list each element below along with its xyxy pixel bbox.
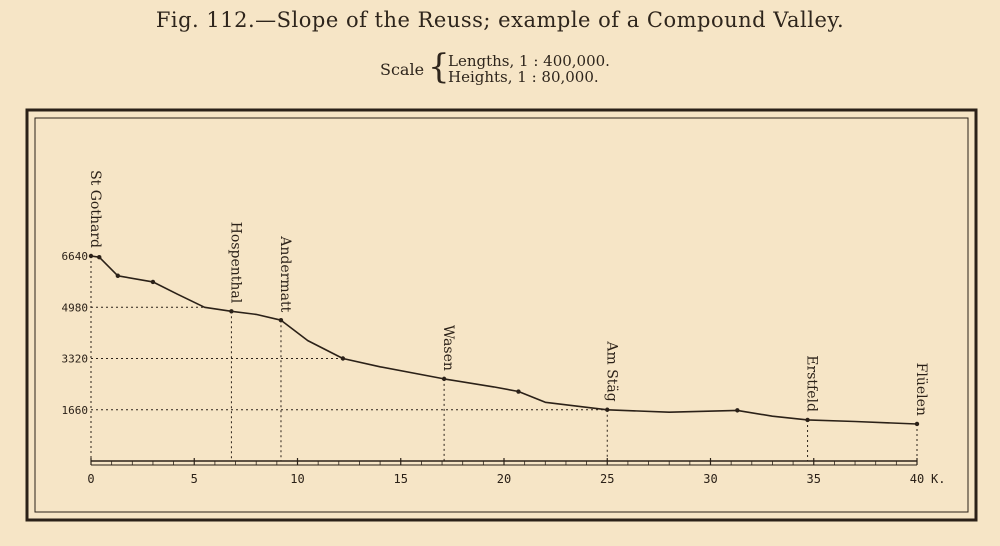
x-tick-label: 35 bbox=[806, 472, 821, 486]
scale-heights: Heights, 1 : 80,000. bbox=[448, 68, 599, 86]
x-unit-label: K. bbox=[931, 472, 946, 486]
profile-line bbox=[91, 256, 917, 424]
profile-point bbox=[341, 356, 345, 360]
scale-brace: { bbox=[428, 47, 450, 87]
profile-point bbox=[735, 408, 739, 412]
place-label: Am Stäg bbox=[603, 341, 620, 402]
x-tick-label: 15 bbox=[393, 472, 408, 486]
scale-lengths: Lengths, 1 : 400,000. bbox=[448, 52, 610, 70]
profile-point bbox=[151, 280, 155, 284]
profile-point bbox=[915, 422, 919, 426]
profile-point bbox=[442, 377, 446, 381]
x-tick-label: 0 bbox=[87, 472, 95, 486]
y-tick-label: 1660 bbox=[61, 403, 88, 417]
profile-point bbox=[97, 255, 101, 259]
x-tick-label: 40 bbox=[909, 472, 925, 486]
profile-point bbox=[89, 254, 93, 258]
x-tick-label: 25 bbox=[600, 472, 615, 486]
place-label: Andermatt bbox=[276, 236, 293, 313]
place-label: Erstfeld bbox=[803, 355, 820, 412]
y-tick-label: 4980 bbox=[61, 301, 88, 315]
outer-frame bbox=[27, 110, 976, 520]
place-label: Hospenthal bbox=[227, 221, 244, 304]
profile-point bbox=[229, 309, 233, 313]
place-label: Wasen bbox=[440, 324, 457, 371]
x-tick-label: 10 bbox=[290, 472, 305, 486]
x-tick-label: 5 bbox=[190, 472, 198, 486]
profile-point bbox=[116, 274, 120, 278]
x-tick-label: 30 bbox=[703, 472, 718, 486]
x-tick-label: 20 bbox=[496, 472, 512, 486]
profile-point bbox=[805, 418, 809, 422]
profile-point bbox=[605, 408, 609, 412]
inner-frame bbox=[35, 118, 968, 512]
profile-point bbox=[279, 318, 283, 322]
place-label: St Gothard bbox=[87, 170, 103, 248]
place-label: Flüelen bbox=[913, 362, 929, 416]
y-tick-label: 3320 bbox=[61, 352, 88, 366]
profile-point bbox=[516, 389, 520, 393]
figure-title: Fig. 112.—Slope of the Reuss; example of a Compound Valley. bbox=[155, 8, 845, 32]
scale-word: Scale bbox=[380, 60, 425, 79]
y-tick-label: 6640 bbox=[61, 250, 88, 263]
